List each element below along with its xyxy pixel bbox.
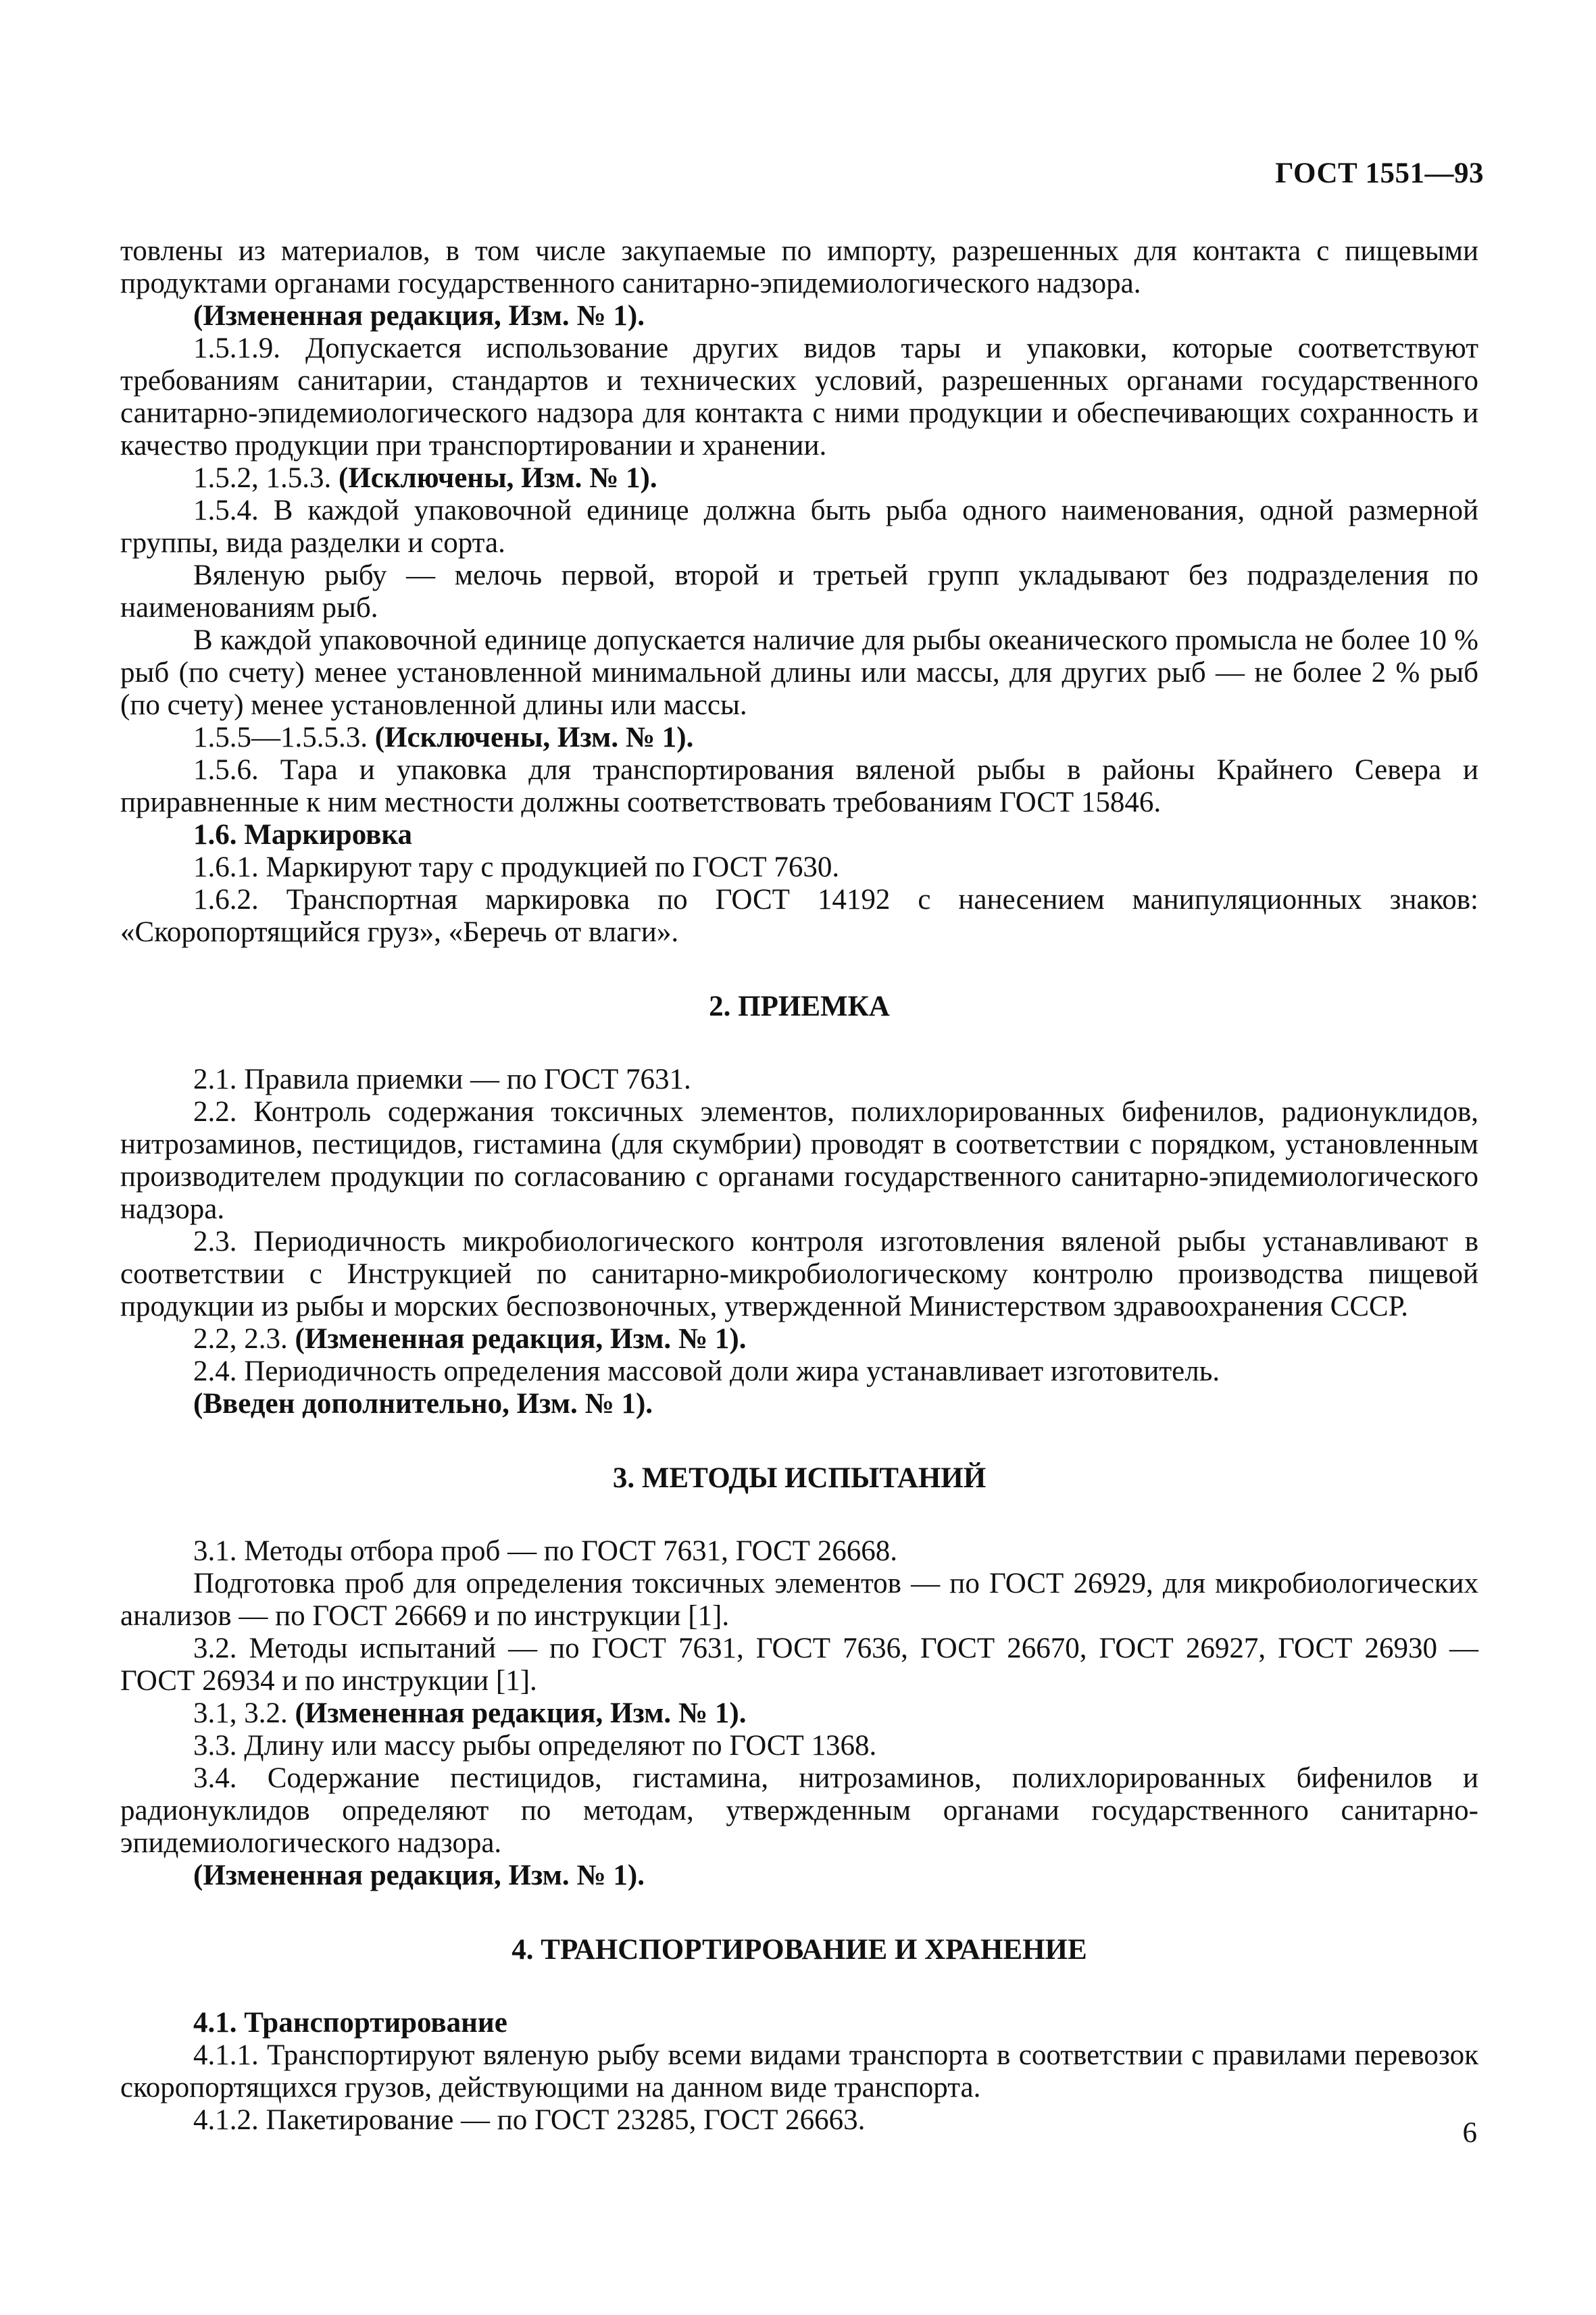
paragraph-text: 1.6.2. Транспортная маркировка по ГОСТ 14192 с нанесением манипуляционных знаков: «Скоропортящийся груз», «Беречь от влаги». bbox=[120, 884, 1478, 948]
paragraph-text: 3.2. Методы испытаний — по ГОСТ 7631, ГОСТ 7636, ГОСТ 26670, ГОСТ 26927, ГОСТ 26930 — ГОСТ 26934 и по инструкции [1]. bbox=[120, 1633, 1478, 1697]
paragraph-text: 2.2. Контроль содержания токсичных элементов, полихлорированных бифенилов, радионуклидов, нитрозаминов, пестицидов, гистамина (для скумбрии) проводят в соответствии с порядком, установленным производителем продукции по согласованию с органами государственного санитарно-эпидемиологического надзора. bbox=[120, 1096, 1478, 1225]
paragraph bbox=[120, 1096, 1478, 1226]
paragraph-text: Подготовка проб для определения токсичных элементов — по ГОСТ 26929, для микробиологических анализов — по ГОСТ 26669 и по инструкции [1]. bbox=[120, 1568, 1478, 1632]
paragraph bbox=[120, 2007, 1478, 2039]
paragraph bbox=[120, 1697, 1478, 1730]
paragraph-text: 1.5.6. Тара и упаковка для транспортирования вяленой рыбы в районы Крайнего Севера и приравненные к ним местности должны соответствовать требованиям ГОСТ 15846. bbox=[120, 754, 1478, 818]
amendment-note: (Измененная редакция, Изм. № 1). bbox=[295, 1323, 747, 1355]
amendment-note: (Измененная редакция, Изм. № 1). bbox=[295, 1697, 747, 1729]
paragraph bbox=[120, 1730, 1478, 1762]
paragraph-text: 4.1.2. Пакетирование — по ГОСТ 23285, ГОСТ 26663. bbox=[193, 2104, 866, 2136]
paragraph bbox=[120, 332, 1478, 462]
paragraph-text: 3.1, 3.2. bbox=[193, 1697, 295, 1729]
paragraph bbox=[120, 2039, 1478, 2104]
paragraph bbox=[120, 1388, 1478, 1420]
paragraph bbox=[120, 1535, 1478, 1568]
paragraph-text: Вяленую рыбу — мелочь первой, второй и третьей групп укладывают без подразделения по наименованиям рыб. bbox=[120, 559, 1478, 624]
paragraph-text: 3.4. Содержание пестицидов, гистамина, нитрозаминов, полихлорированных бифенилов и радионуклидов определяют по методам, утвержденным органами государственного санитарно-эпидемиологического надзора. bbox=[120, 1762, 1478, 1859]
paragraph bbox=[120, 235, 1478, 300]
document-header: ГОСТ 1551—93 bbox=[1275, 157, 1484, 189]
amendment-note: (Исключены, Изм. № 1). bbox=[339, 462, 657, 494]
paragraph bbox=[120, 1568, 1478, 1633]
section-acceptance bbox=[120, 1064, 1478, 1420]
paragraph-text: 2.4. Периодичность определения массовой доли жира устанавливает изготовитель. bbox=[193, 1355, 1220, 1387]
paragraph bbox=[120, 1355, 1478, 1388]
section-transport-storage bbox=[120, 2007, 1478, 2137]
paragraph bbox=[120, 2104, 1478, 2137]
paragraph-text: 1.5.5—1.5.5.3. bbox=[193, 722, 375, 753]
paragraph bbox=[120, 1323, 1478, 1355]
paragraph bbox=[120, 495, 1478, 559]
paragraph-text: 3.1. Методы отбора проб — по ГОСТ 7631, ГОСТ 26668. bbox=[193, 1535, 897, 1567]
amendment-note: (Измененная редакция, Изм. № 1). bbox=[193, 1860, 645, 1891]
paragraph bbox=[120, 1860, 1478, 1892]
paragraph-text: товлены из материалов, в том числе закупаемые по импорту, разрешенных для контакта с пищевыми продуктами органами государственного санитарно-эпидемиологического надзора. bbox=[120, 235, 1478, 299]
paragraph-text: 4.1.1. Транспортируют вяленую рыбу всеми видами транспорта в соответствии с правилами перевозок скоропортящихся грузов, действующими на данном виде транспорта. bbox=[120, 2039, 1478, 2104]
paragraph bbox=[120, 1064, 1478, 1096]
paragraph bbox=[120, 884, 1478, 949]
paragraph bbox=[120, 300, 1478, 332]
paragraph bbox=[120, 1762, 1478, 1860]
subsection-heading: 4.1. Транспортирование bbox=[193, 2007, 507, 2039]
paragraph bbox=[120, 819, 1478, 851]
amendment-note: (Введен дополнительно, Изм. № 1). bbox=[193, 1388, 653, 1420]
intro-block bbox=[120, 235, 1478, 949]
paragraph bbox=[120, 462, 1478, 495]
paragraph bbox=[120, 624, 1478, 722]
paragraph bbox=[120, 722, 1478, 754]
paragraph-text: 1.5.4. В каждой упаковочной единице должна быть рыба одного наименования, одной размерной группы, вида разделки и сорта. bbox=[120, 495, 1478, 559]
paragraph-text: В каждой упаковочной единице допускается наличие для рыбы океанического промысла не более 10 % рыб (по счету) менее установленной минимальной длины или массы, для других рыб — не более 2 % рыб (по счету) менее установленной длины или массы. bbox=[120, 624, 1478, 721]
paragraph-text: 2.3. Периодичность микробиологического контроля изготовления вяленой рыбы устанавливают в соответствии с Инструкцией по санитарно-микробиологическому контролю производства пищевой продукции из рыбы и морских беспозвоночных, утвержденной Министерством здравоохранения СССР. bbox=[120, 1226, 1478, 1322]
page-number: 6 bbox=[1462, 2117, 1477, 2149]
paragraph bbox=[120, 851, 1478, 884]
section-title-test-methods: 3. МЕТОДЫ ИСПЫТАНИЙ bbox=[612, 1462, 987, 1494]
paragraph bbox=[120, 1226, 1478, 1323]
paragraph bbox=[120, 1633, 1478, 1697]
amendment-note: (Исключены, Изм. № 1). bbox=[374, 722, 694, 753]
document-body bbox=[120, 235, 1478, 2137]
paragraph-text: 3.3. Длину или массу рыбы определяют по ГОСТ 1368. bbox=[193, 1730, 877, 1762]
paragraph-text: 2.2, 2.3. bbox=[193, 1323, 295, 1355]
section-test-methods bbox=[120, 1535, 1478, 1892]
subsection-heading: 1.6. Маркировка bbox=[193, 819, 412, 851]
paragraph bbox=[120, 754, 1478, 819]
paragraph-text: 1.5.1.9. Допускается использование других видов тары и упаковки, которые соответствуют требованиям санитарии, стандартов и технических условий, разрешенных органами государственного санитарно-эпидемиологического надзора для контакта с ними продукции и обеспечивающих сохранность и качество продукции при транспортировании и хранении. bbox=[120, 332, 1478, 462]
amendment-note: (Измененная редакция, Изм. № 1). bbox=[193, 300, 645, 332]
paragraph-text: 1.6.1. Маркируют тару с продукцией по ГОСТ 7630. bbox=[193, 851, 840, 883]
paragraph-text: 2.1. Правила приемки — по ГОСТ 7631. bbox=[193, 1064, 691, 1095]
section-title-transport-storage: 4. ТРАНСПОРТИРОВАНИЕ И ХРАНЕНИЕ bbox=[512, 1934, 1087, 1966]
section-title-acceptance: 2. ПРИЕМКА bbox=[709, 991, 890, 1022]
paragraph-text: 1.5.2, 1.5.3. bbox=[193, 462, 339, 494]
paragraph bbox=[120, 559, 1478, 624]
